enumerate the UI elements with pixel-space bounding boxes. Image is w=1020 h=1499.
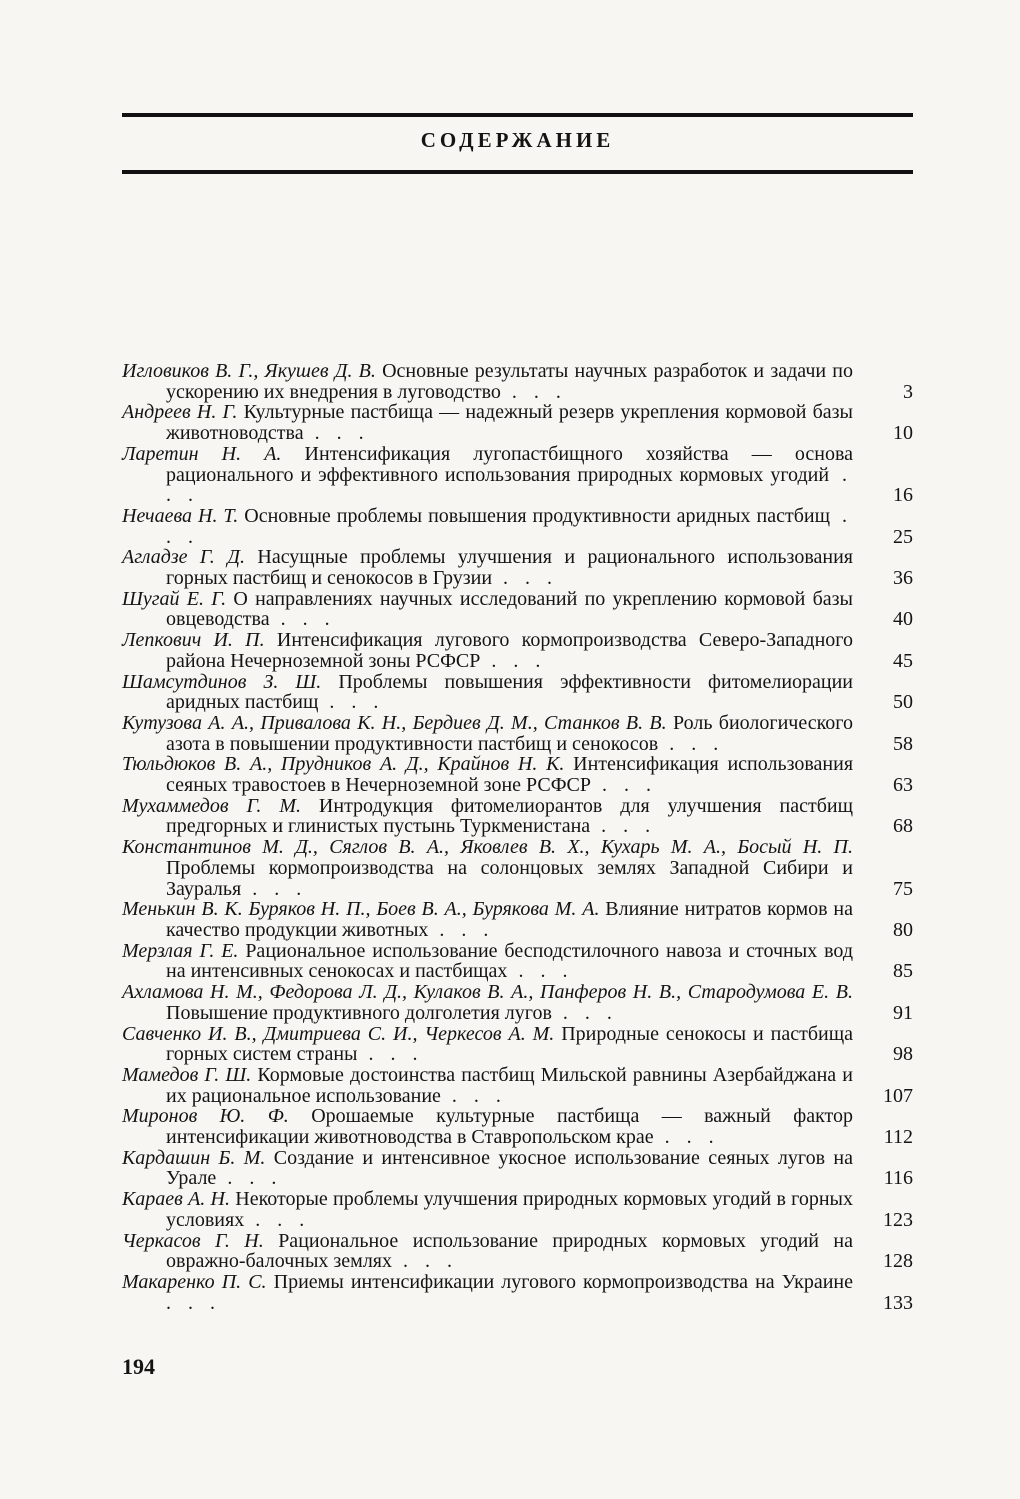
dot-leaders: . . . bbox=[492, 567, 559, 590]
toc-entry-text bbox=[122, 1063, 853, 1107]
toc-entry-authors: Макаренко П. С. bbox=[122, 1270, 267, 1293]
toc-entry-title: Повышение продуктивного долголетия лугов bbox=[166, 1001, 552, 1024]
toc-entry-text bbox=[122, 546, 853, 590]
toc-entry bbox=[122, 941, 913, 982]
toc-entry-title: Рациональное использование бесподстилочного навоза и сточных вод на интенсивных сенокосах и пастбищах bbox=[166, 939, 853, 983]
toc-entry-text bbox=[122, 442, 854, 507]
toc-entry bbox=[122, 899, 913, 940]
toc-entry-text bbox=[122, 670, 854, 714]
bottom-rule bbox=[122, 170, 913, 174]
dot-leaders: . . . bbox=[658, 732, 725, 755]
toc-entry-title: Основные результаты научных разработок и задачи по ускорению их внедрения в луговодство bbox=[166, 360, 854, 403]
toc-entry bbox=[122, 672, 913, 713]
toc-entry-page: 16 bbox=[893, 484, 913, 507]
toc-entry-page: 128 bbox=[883, 1250, 913, 1273]
toc-entry-title: Рациональное использование природных кормовых угодий на овражно-балочных землях bbox=[166, 1229, 854, 1273]
toc-entry-page: 36 bbox=[893, 567, 913, 590]
toc-entry-page: 3 bbox=[903, 380, 913, 403]
dot-leaders: . . . bbox=[500, 380, 567, 403]
toc-entry-authors: Шамсутдинов З. Ш. bbox=[122, 670, 322, 693]
toc-entry-text bbox=[122, 753, 854, 797]
toc-entry-title: Роль биологического азота в повышении продуктивности пастбищ и сенокосов bbox=[166, 711, 854, 755]
toc-entry-page: 98 bbox=[893, 1043, 913, 1066]
dot-leaders: . . . bbox=[166, 1291, 221, 1314]
toc-entry-authors: Константинов М. Д., Сяглов В. А., Яковлев В. Х., Кухарь М. А., Босый Н. П. bbox=[122, 836, 853, 859]
page-number: 194 bbox=[122, 1354, 155, 1379]
dot-leaders: . . . bbox=[507, 960, 574, 983]
toc-entry-text bbox=[122, 981, 853, 1024]
toc-entry-text bbox=[122, 360, 854, 403]
toc-entry bbox=[122, 754, 913, 795]
toc-entry-text bbox=[122, 1105, 853, 1149]
dot-leaders: . . . bbox=[241, 877, 308, 900]
toc-entry-page: 45 bbox=[893, 649, 913, 672]
toc-entry-text bbox=[122, 587, 853, 631]
toc-entry-page: 63 bbox=[893, 774, 913, 797]
toc-entry bbox=[122, 402, 913, 443]
dot-leaders: . . . bbox=[303, 422, 370, 445]
dot-leaders: . . . bbox=[357, 1043, 424, 1066]
toc-entry-page: 107 bbox=[883, 1084, 913, 1107]
toc-entry-page: 58 bbox=[893, 732, 913, 755]
toc-entry-text bbox=[122, 1229, 854, 1273]
toc-entry-authors: Андреев Н. Г. bbox=[122, 401, 238, 424]
toc-entry-page: 80 bbox=[893, 918, 913, 941]
dot-leaders: . . . bbox=[244, 1208, 311, 1231]
toc-entry-authors: Мерзлая Г. Е. bbox=[122, 939, 239, 962]
toc-entry-authors: Игловиков В. Г., Якушев Д. В. bbox=[122, 360, 376, 382]
toc-entry bbox=[122, 547, 913, 588]
dot-leaders: . . . bbox=[591, 774, 657, 797]
toc-entry-page: 85 bbox=[893, 960, 913, 983]
toc-entry-text bbox=[122, 1270, 853, 1314]
toc-entry-title: Культурные пастбища — надежный резерв укрепления кормовой базы животноводства bbox=[166, 401, 853, 445]
toc-entry-title: Основные проблемы повышения продуктивности аридных пастбищ bbox=[244, 504, 831, 527]
toc-entry-text bbox=[122, 711, 854, 755]
toc-entry-title: Кормовые достоинства пастбищ Мильской равнины Азербайджана и их рациональное использование bbox=[166, 1063, 853, 1107]
toc-entry-text bbox=[122, 1146, 853, 1190]
dot-leaders: . . . bbox=[428, 918, 495, 941]
toc-entry-page: 133 bbox=[883, 1291, 913, 1314]
toc-entry-page: 68 bbox=[893, 815, 913, 838]
toc-entry bbox=[122, 630, 913, 671]
toc-entry bbox=[122, 1106, 913, 1147]
table-of-contents bbox=[122, 361, 913, 1313]
toc-entry-authors: Кардашин Б. М. bbox=[122, 1146, 266, 1169]
toc-entry bbox=[122, 1148, 913, 1189]
toc-entry-authors: Лепкович И. П. bbox=[122, 629, 265, 652]
dot-leaders: . . . bbox=[269, 608, 336, 631]
toc-entry-text bbox=[122, 898, 853, 941]
toc-entry-page: 50 bbox=[893, 691, 913, 714]
toc-entry-page: 91 bbox=[893, 1001, 913, 1024]
toc-entry-title: Проблемы повышения эффективности фитомелиорации аридных пастбищ bbox=[166, 670, 854, 714]
toc-entry-title: Создание и интенсивное укосное использование сеяных лугов на Урале bbox=[166, 1146, 853, 1190]
toc-entry-authors: Караев А. Н. bbox=[122, 1188, 230, 1211]
dot-leaders: . . . bbox=[216, 1167, 283, 1190]
toc-entry-title: Природные сенокосы и пастбища горных систем страны bbox=[166, 1022, 854, 1066]
toc-entry-page: 123 bbox=[883, 1208, 913, 1231]
toc-entry-text bbox=[122, 1022, 854, 1066]
toc-entry-text bbox=[122, 401, 853, 445]
toc-entry bbox=[122, 1065, 913, 1106]
toc-entry bbox=[122, 796, 913, 837]
toc-entry-text bbox=[122, 794, 854, 838]
toc-entry-authors: Нечаева Н. Т. bbox=[122, 504, 239, 527]
toc-entry-authors: Савченко И. В., Дмитриева С. И., Черкесов А. М. bbox=[122, 1022, 555, 1045]
dot-leaders: . . . bbox=[392, 1250, 459, 1273]
toc-entry bbox=[122, 982, 913, 1023]
toc-entry-authors: Менькин В. К. Буряков Н. П., Боев В. А., Бурякова М. А. bbox=[122, 898, 600, 921]
dot-leaders: . . . bbox=[480, 649, 547, 672]
toc-entry-authors: Ахламова Н. М., Федорова Л. Д., Кулаков В. А., Панферов Н. В., Стародумова Е. В. bbox=[122, 981, 853, 1004]
dot-leaders: . . . bbox=[653, 1126, 720, 1149]
toc-entry-page: 116 bbox=[883, 1167, 913, 1190]
toc-entry-page: 75 bbox=[893, 877, 913, 900]
toc-entry-text bbox=[122, 939, 853, 983]
dot-leaders: . . . bbox=[318, 691, 385, 714]
toc-entry bbox=[122, 506, 913, 547]
toc-entry-title: Интродукция фитомелиорантов для улучшения пастбищ предгорных и глинистых пустынь Туркменистана bbox=[166, 794, 854, 838]
toc-entry-title: Приемы интенсификации лугового кормопроизводства на Украине bbox=[273, 1270, 853, 1293]
toc-entry-authors: Тюльдюков В. А., Прудников А. Д., Крайнов Н. К. bbox=[122, 753, 565, 776]
toc-entry-authors: Кутузова А. А., Привалова К. Н., Бердиев Д. М., Станков В. В. bbox=[122, 711, 667, 734]
toc-entry-authors: Миронов Ю. Ф. bbox=[122, 1105, 289, 1128]
toc-entry-page: 10 bbox=[893, 422, 913, 445]
toc-entry-title: Проблемы кормопроизводства на солонцовых землях Западной Сибири и Зауралья bbox=[166, 856, 853, 900]
toc-entry bbox=[122, 589, 913, 630]
top-rule bbox=[122, 113, 913, 117]
toc-entry bbox=[122, 1024, 913, 1065]
toc-entry-text bbox=[122, 836, 853, 900]
contents-heading: СОДЕРЖАНИЕ bbox=[420, 128, 615, 152]
toc-entry-title: Интенсификация использования сеяных травостоев в Нечерноземной зоне РСФСР bbox=[166, 753, 854, 797]
toc-entry-title: О направлениях научных исследований по укреплению кормовой базы овцеводства bbox=[166, 587, 853, 631]
toc-entry bbox=[122, 361, 913, 402]
toc-entry-title: Влияние нитратов кормов на качество продукции животных bbox=[166, 898, 853, 941]
toc-entry bbox=[122, 444, 913, 506]
toc-entry-title: Некоторые проблемы улучшения природных кормовых угодий в горных условиях bbox=[166, 1188, 853, 1231]
toc-entry-text bbox=[122, 629, 853, 672]
toc-entry-text bbox=[122, 504, 853, 548]
dot-leaders: . . . bbox=[551, 1001, 618, 1024]
toc-entry bbox=[122, 1272, 913, 1313]
toc-entry-text bbox=[122, 1188, 853, 1231]
dot-leaders: . . . bbox=[166, 504, 853, 548]
dot-leaders: . . . bbox=[440, 1084, 507, 1107]
toc-entry bbox=[122, 837, 913, 899]
toc-entry-page: 40 bbox=[893, 608, 913, 631]
dot-leaders: . . . bbox=[590, 815, 657, 838]
toc-entry-title: Интенсификация лугового кормопроизводства Северо-Западного района Нечерноземной зоны РСФСР bbox=[166, 629, 853, 672]
toc-entry-title: Орошаемые культурные пастбища — важный фактор интенсификации животноводства в Ставропольском крае bbox=[166, 1105, 853, 1149]
toc-entry-authors: Мамедов Г. Ш. bbox=[122, 1063, 252, 1086]
toc-entry-authors: Мухаммедов Г. М. bbox=[122, 794, 301, 817]
toc-entry-authors: Ларетин Н. А. bbox=[122, 442, 282, 465]
toc-entry-authors: Агладзе Г. Д. bbox=[122, 546, 245, 569]
toc-entry-authors: Черкасов Г. Н. bbox=[122, 1229, 264, 1252]
toc-entry-title: Насущные проблемы улучшения и рационального использования горных пастбищ и сенокосов в Грузии bbox=[166, 546, 853, 590]
toc-entry bbox=[122, 1189, 913, 1230]
toc-entry-title: Интенсификация лугопастбищного хозяйства — основа рационального и эффективного использования природных кормовых угодий bbox=[166, 442, 854, 486]
toc-entry bbox=[122, 1231, 913, 1272]
toc-entry-authors: Шугай Е. Г. bbox=[122, 587, 227, 610]
dot-leaders: . . . bbox=[166, 463, 853, 507]
toc-entry-page: 112 bbox=[883, 1126, 913, 1149]
toc-entry bbox=[122, 713, 913, 754]
toc-entry-page: 25 bbox=[893, 525, 913, 548]
